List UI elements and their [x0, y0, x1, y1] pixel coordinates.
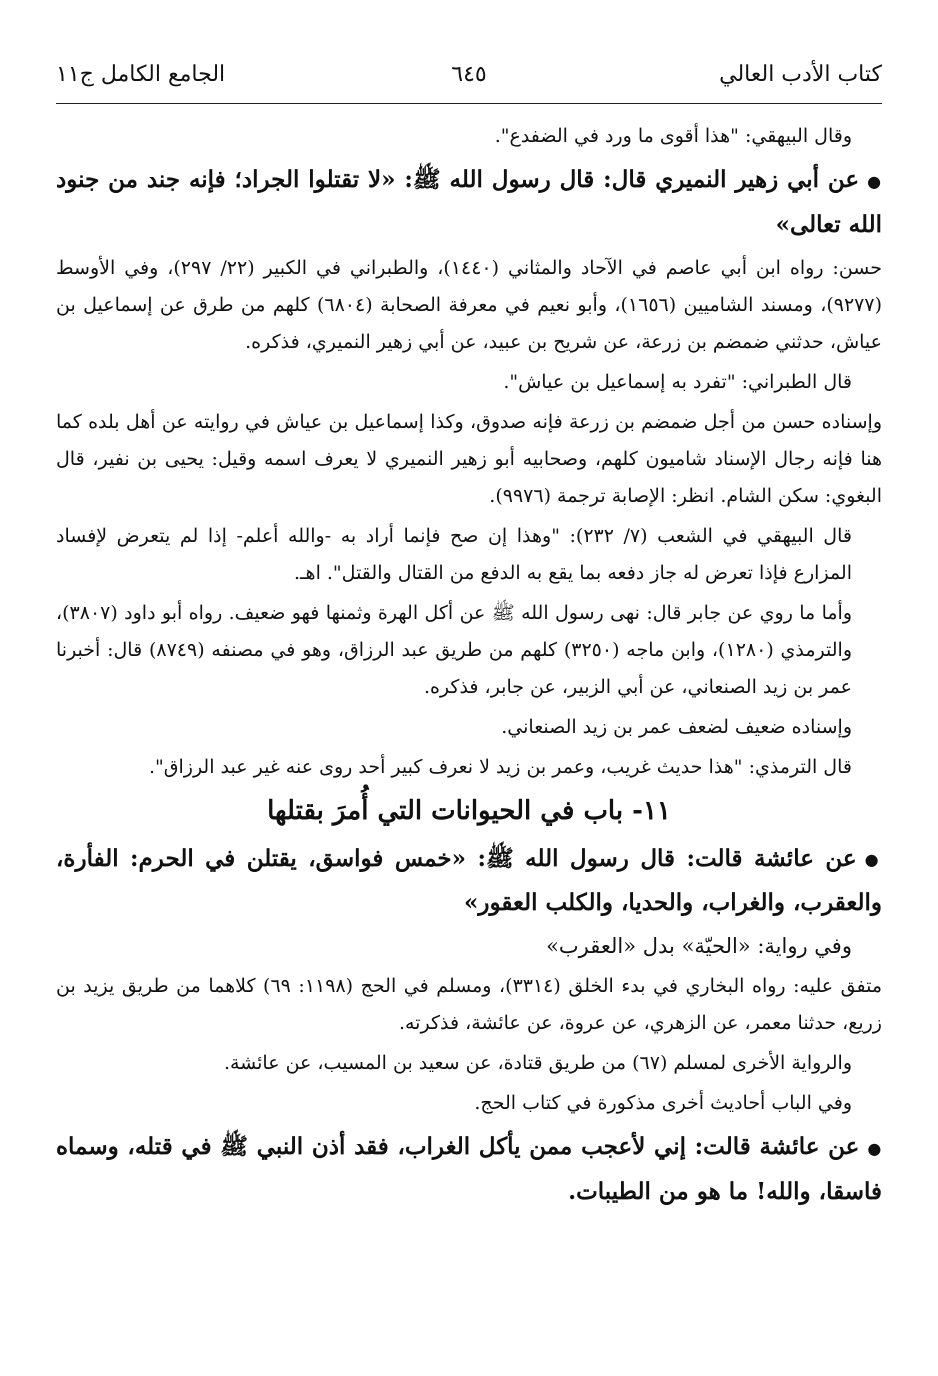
hadith-body: عن عائشة قالت: إني لأعجب ممن يأكل الغراب، فقد أذن النبي ﷺ في قتله، وسماه فاسقا، والله! ما هو من الطيبات. [56, 1133, 882, 1205]
hadith-text [56, 1125, 882, 1213]
chapter-heading: ١١- باب في الحيوانات التي أُمرَ بقتلها [267, 795, 671, 826]
header-divider [56, 103, 882, 104]
paragraph: وقال البيهقي: "هذا أقوى ما ورد في الضفدع". [494, 125, 852, 147]
paragraph: وإسناده ضعيف لضعف عمر بن زيد الصنعاني. [501, 715, 852, 738]
page-body [56, 118, 882, 1217]
paragraph: وإسناده حسن من أجل ضمضم بن زرعة فإنه صدوق، وكذا إسماعيل بن عياش في روايته عن أهل بلده كما هنا فإنه رجال الإسناد شاميون كلهم، وصحابيه أبو زهير النميري لا يعرف اسمه وقيل: يحيى بن نفير، قال البغوي: سكن الشام. انظر: الإصابة ترجمة (٩٩٧٦). [56, 410, 882, 507]
bullet-icon: ● [864, 850, 882, 869]
takhrij-paragraph: متفق عليه: رواه البخاري في بدء الخلق (٣٣١٤)، ومسلم في الحج (١١٩٨: ٦٩) كلاهما من طريق يزيد بن زريع، حدثنا معمر، عن الزهري، عن عروة، عن عائشة، فذكرته. [56, 975, 882, 1034]
paragraph: قال الطبراني: "تفرد به إسماعيل بن عياش". [503, 370, 852, 393]
paragraph: قال البيهقي في الشعب (٧/ ٢٣٢): "وهذا إن صح فإنما أراد به -والله أعلم- إذا لم يتعرض لإفساد المزارع فإذا تعرض له جاز دفعه بما يقع به الدفع من القتال والقتل". اهـ. [56, 524, 852, 584]
hadith-text [56, 158, 882, 246]
paragraph: والرواية الأخرى لمسلم (٦٧) من طريق قتادة، عن سعيد بن المسيب، عن عائشة. [223, 1052, 852, 1074]
paragraph: قال الترمذي: "هذا حديث غريب، وعمر بن زيد لا نعرف كبير أحد روى عنه غير عبد الرزاق". [148, 755, 852, 778]
takhrij-paragraph: حسن: رواه ابن أبي عاصم في الآحاد والمثاني (١٤٤٠)، والطبراني في الكبير (٢٢/ ٢٩٧)، وفي الأوسط (٩٢٧٧)، ومسند الشاميين (١٦٥٦)، وأبو نعيم في معرفة الصحابة (٦٨٠٤) كلهم من طرق عن إسماعيل بن عياش، حدثني ضمضم بن زرعة، عن شريح بن عبيد، عن أبي زهير النميري، فذكره. [56, 256, 883, 353]
series-title: الجامع الكامل ج١١ [56, 62, 226, 87]
hadith-body: عن عائشة قالت: قال رسول الله ﷺ: «خمس فواسق، يقتلن في الحرم: الفأرة، والعقرب، والغراب، والحديا، والكلب العقور» [56, 844, 882, 916]
page-number: ٦٤٥ [451, 62, 487, 87]
page-header [56, 60, 882, 100]
bullet-icon: ● [867, 171, 882, 191]
paragraph: وفي رواية: «الحيّة» بدل «العقرب» [546, 934, 852, 958]
hadith-text [56, 837, 882, 925]
paragraph: وفي الباب أحاديث أخرى مذكورة في كتاب الحج. [474, 1092, 852, 1114]
hadith-body: عن أبي زهير النميري قال: قال رسول الله ﷺ: «لا تقتلوا الجراد؛ فإنه جند من جنود الله تعالى» [56, 166, 882, 238]
paragraph: وأما ما روي عن جابر قال: نهى رسول الله ﷺ عن أكل الهرة وثمنها فهو ضعيف. رواه أبو داود (٣٨٠٧)، والترمذي (١٢٨٠)، وابن ماجه (٣٢٥٠) كلهم من طريق عبد الرزاق، وهو في مصنفه (٨٧٤٩) قال: أخبرنا عمر بن زيد الصنعاني، عن أبي الزبير، عن جابر، فذكره. [56, 601, 852, 698]
bullet-icon: ● [867, 1138, 882, 1158]
book-title: كتاب الأدب العالي [719, 62, 882, 87]
